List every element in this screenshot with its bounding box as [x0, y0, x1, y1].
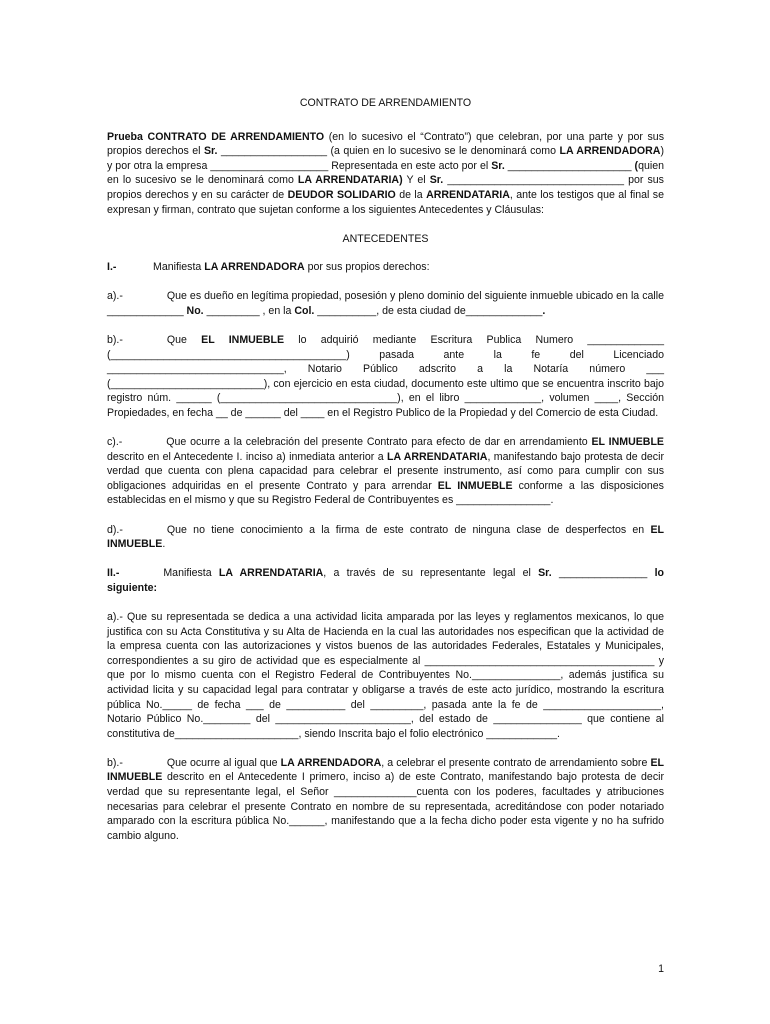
intro-text: quien en lo sucesivo se le denominará como	[107, 159, 664, 187]
bold-text: EL INMUEBLE	[107, 756, 664, 784]
bold-text: Sr.	[538, 567, 552, 580]
section-i	[107, 260, 664, 275]
intro-bold: ARRENDATARIA	[426, 188, 510, 201]
intro-text: __________________ (a quien en lo sucesivo se le denominará como	[217, 145, 560, 158]
text: por sus propios derechos:	[304, 261, 430, 274]
section-title-antecedentes: ANTECEDENTES	[342, 232, 429, 245]
text: __________, de esta ciudad de_____________	[314, 304, 543, 317]
text: descrito en el Antecedente I. inciso a) inmediata anterior a	[107, 450, 387, 463]
bold-text: EL INMUEBLE	[201, 334, 285, 347]
text: Que ocurre al igual que	[166, 756, 281, 769]
intro-lead: Prueba CONTRATO DE ARRENDAMIENTO	[107, 130, 325, 143]
intro-bold: LA ARRENDATARIA)	[297, 174, 403, 187]
intro-bold: Sr.	[491, 159, 505, 172]
section-ii	[107, 566, 664, 595]
paragraph-ii-a: a).- Que su representada se dedica a una actividad licita amparada por las leyes y reglamentos mexicanos, lo que justifica con su Acta Constitutiva y su Alta de Hacienda en la cual las autoridades nos especifican que la actividad de la empresa cuenta con las autorizaciones y vistos buenos de las autoridades Federales, Estatales y Municipales, correspondientes a su giro de actividad que es especialmente al _______________________________________ y que por lo mismo cuenta con el Registro Federal de Contribuyentes No._______________, además justifica su actividad licita y su capacidad legal para contratar y obligarse a través de este acto jurídico, mostrando la escritura pública No._____ de fecha ___ de __________ del _________, pasada ante la fe de ____________________, Notario Público No.________ del _______________________, del estado de _______________ que contiene al constitutiva de_____________________, siendo Inscrita bajo el folio electrónico ____________.	[107, 610, 664, 740]
paragraph-label: b).-	[107, 756, 123, 769]
paragraph-label: a).-	[107, 290, 123, 303]
section-ii-label: II.-	[107, 567, 120, 580]
bold-text: lo siguiente:	[107, 567, 665, 594]
text: Manifiesta	[153, 261, 205, 274]
text: Que ocurre a la celebración del presente Contrato para efecto de dar en arrendamiento	[166, 436, 592, 449]
text: Que no tiene conocimiento a la firma de este contrato de ninguna clase de desperfectos en	[166, 523, 651, 536]
text: descrito en el Antecedente I primero, inciso a) de este Contrato, manifestando bajo protesta de decir verdad que su representante legal, el Señor ______________cuenta con los poderes, facultades y atribuciones necesarias para celebrar el presente Contrato en nombre de su representada, acreditándose con poder notariado amparado con la escritura pública No.______, manifestando que a la fecha dicho poder esta vigente y no ha sufrido cambio alguno.	[107, 771, 664, 842]
intro-text: _____________________	[504, 159, 635, 172]
text: Que	[166, 334, 202, 347]
bold-text: EL INMUEBLE	[591, 436, 664, 449]
bold-text: .	[542, 304, 546, 317]
intro-bold: Sr.	[429, 174, 444, 187]
paragraph-label: c).-	[107, 436, 123, 449]
text: conforme a las disposiciones establecidas en el mismo y que su Registro Federal de Contribuyentes es ________________.	[107, 479, 664, 507]
intro-bold: LA ARRENDADORA	[559, 145, 661, 158]
bold-text: No.	[186, 304, 204, 317]
intro-text: , ante los testigos que al final se expresan y firman, contrato que sujetan conforme a los siguientes Antecedentes y Cláusulas:	[107, 188, 664, 216]
bold-text: Col.	[294, 304, 315, 317]
text: .	[162, 538, 166, 551]
paragraph-ii-b	[107, 756, 664, 844]
bold-text: LA ARRENDADORA	[204, 261, 305, 274]
section-i-text	[153, 260, 664, 275]
paragraph-c	[107, 435, 664, 508]
paragraph-label: d).-	[107, 523, 123, 536]
intro-text: ) y por otra la empresa ____________________ Representada en este acto por el	[107, 145, 664, 172]
bold-text: LA ARRENDATARIA	[386, 450, 488, 463]
intro-bold: Sr.	[203, 145, 218, 158]
bold-text: EL INMUEBLE	[437, 479, 513, 492]
intro-text: Y el	[402, 174, 430, 187]
intro-text: de la	[395, 188, 427, 201]
text: , a través de su representante legal el	[323, 567, 539, 580]
text: , a celebrar el presente contrato de arrendamiento sobre	[381, 756, 651, 769]
text: , manifestando bajo protesta de decir verdad que cuenta con plena capacidad para celebrar el presente instrumento, así como para cumplir con sus obligaciones adquiridas en el presente Contrato y para arrendar	[107, 450, 664, 492]
paragraph-label: b).-	[107, 334, 123, 347]
text: _______________	[551, 567, 655, 580]
text: Que es dueño en legítima propiedad, posesión y pleno dominio del siguiente inmueble ubicado en la calle _____________	[107, 290, 664, 317]
bold-text: EL INMUEBLE	[107, 523, 664, 551]
paragraph-a	[107, 289, 664, 318]
page-number: 1	[658, 963, 664, 975]
intro-bold: DEUDOR SOLIDARIO	[287, 188, 396, 201]
intro-bold: (	[634, 159, 639, 172]
text: lo adquirió mediante Escritura Publica Numero _____________ (________________________________________) pasada ante la fe del Licenciado ______________________________, Notario Público adscrito a la Notaría número ___ (__________________________), con ejercicio en esta ciudad, documento este ultimo que se encuentra inscrito bajo registro núm. ______ (______________________________), en el libro _____________, volumen ____, Sección Propiedades, en fecha __ de ______ del ____ en el Registro Publico de la Propiedad y del Comercio de esta Ciudad.	[107, 334, 665, 419]
intro-text: ______________________________ por sus propios derechos y en su carácter de	[107, 174, 664, 201]
paragraph-b	[107, 333, 664, 421]
bold-text: LA ARRENDATARIA	[218, 567, 324, 580]
text: _________ , en la	[203, 304, 295, 317]
section-i-label: I.-	[107, 261, 117, 274]
bold-text: LA ARRENDADORA	[280, 756, 382, 769]
intro-paragraph	[107, 130, 664, 218]
document-title: CONTRATO DE ARRENDAMIENTO	[299, 97, 472, 109]
paragraph-d	[107, 523, 664, 552]
intro-text: (en lo sucesivo el “Contrato”) que celebran, por una parte y por sus propios derechos el	[107, 130, 664, 158]
text: Manifiesta	[163, 567, 219, 580]
